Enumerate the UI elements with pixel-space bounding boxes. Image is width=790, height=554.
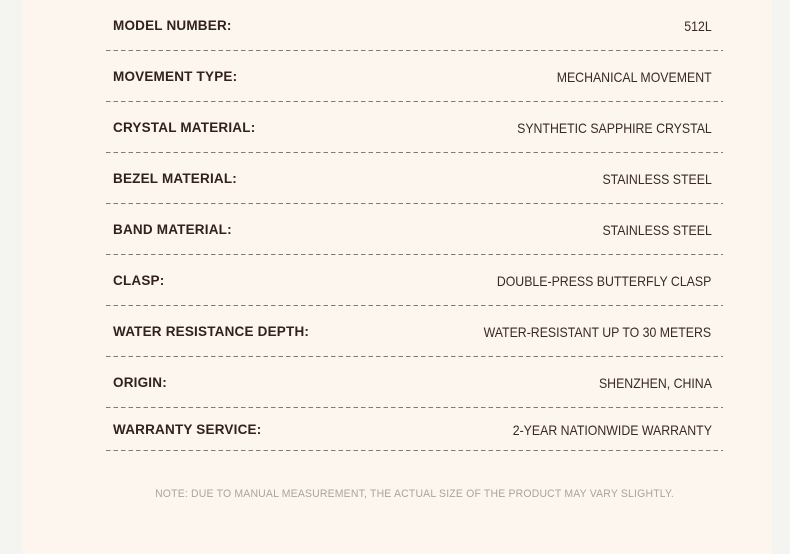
- spec-label: WARRANTY SERVICE:: [113, 422, 262, 437]
- spec-row-origin: [106, 357, 723, 408]
- spec-label: MOVEMENT TYPE:: [113, 69, 238, 84]
- spec-row-band-material: [106, 204, 723, 255]
- left-margin-strip: [0, 0, 22, 554]
- measurement-note: NOTE: DUE TO MANUAL MEASUREMENT, THE ACTUAL SIZE OF THE PRODUCT MAY VARY SLIGHTLY.: [155, 488, 674, 500]
- spec-label: WATER RESISTANCE DEPTH:: [113, 324, 310, 339]
- spec-value: SHENZHEN, CHINA: [598, 374, 712, 391]
- spec-value: STAINLESS STEEL: [602, 221, 712, 238]
- spec-value: SYNTHETIC SAPPHIRE CRYSTAL: [516, 119, 712, 136]
- spec-row-clasp: [106, 255, 723, 306]
- spec-label: MODEL NUMBER:: [113, 18, 232, 33]
- spec-row-model-number: [106, 0, 723, 51]
- spec-value: 512L: [684, 17, 712, 34]
- spec-label: BEZEL MATERIAL:: [113, 171, 237, 186]
- spec-row-movement-type: [106, 51, 723, 102]
- spec-label: ORIGIN:: [113, 375, 167, 390]
- spec-row-crystal-material: [106, 102, 723, 153]
- spec-value: 2-YEAR NATIONWIDE WARRANTY: [512, 421, 712, 438]
- spec-label: BAND MATERIAL:: [113, 222, 232, 237]
- spec-value: WATER-RESISTANT UP TO 30 METERS: [484, 323, 712, 340]
- spec-row-bezel-material: [106, 153, 723, 204]
- spec-value: STAINLESS STEEL: [602, 170, 712, 187]
- spec-label: CLASP:: [113, 273, 165, 288]
- spec-row-warranty: [106, 408, 723, 451]
- spec-value: DOUBLE-PRESS BUTTERFLY CLASP: [497, 272, 712, 289]
- spec-table: [106, 0, 723, 451]
- spec-label: CRYSTAL MATERIAL:: [113, 120, 256, 135]
- right-margin-strip: [772, 0, 790, 554]
- spec-value: MECHANICAL MOVEMENT: [556, 68, 712, 85]
- spec-row-water-resistance: [106, 306, 723, 357]
